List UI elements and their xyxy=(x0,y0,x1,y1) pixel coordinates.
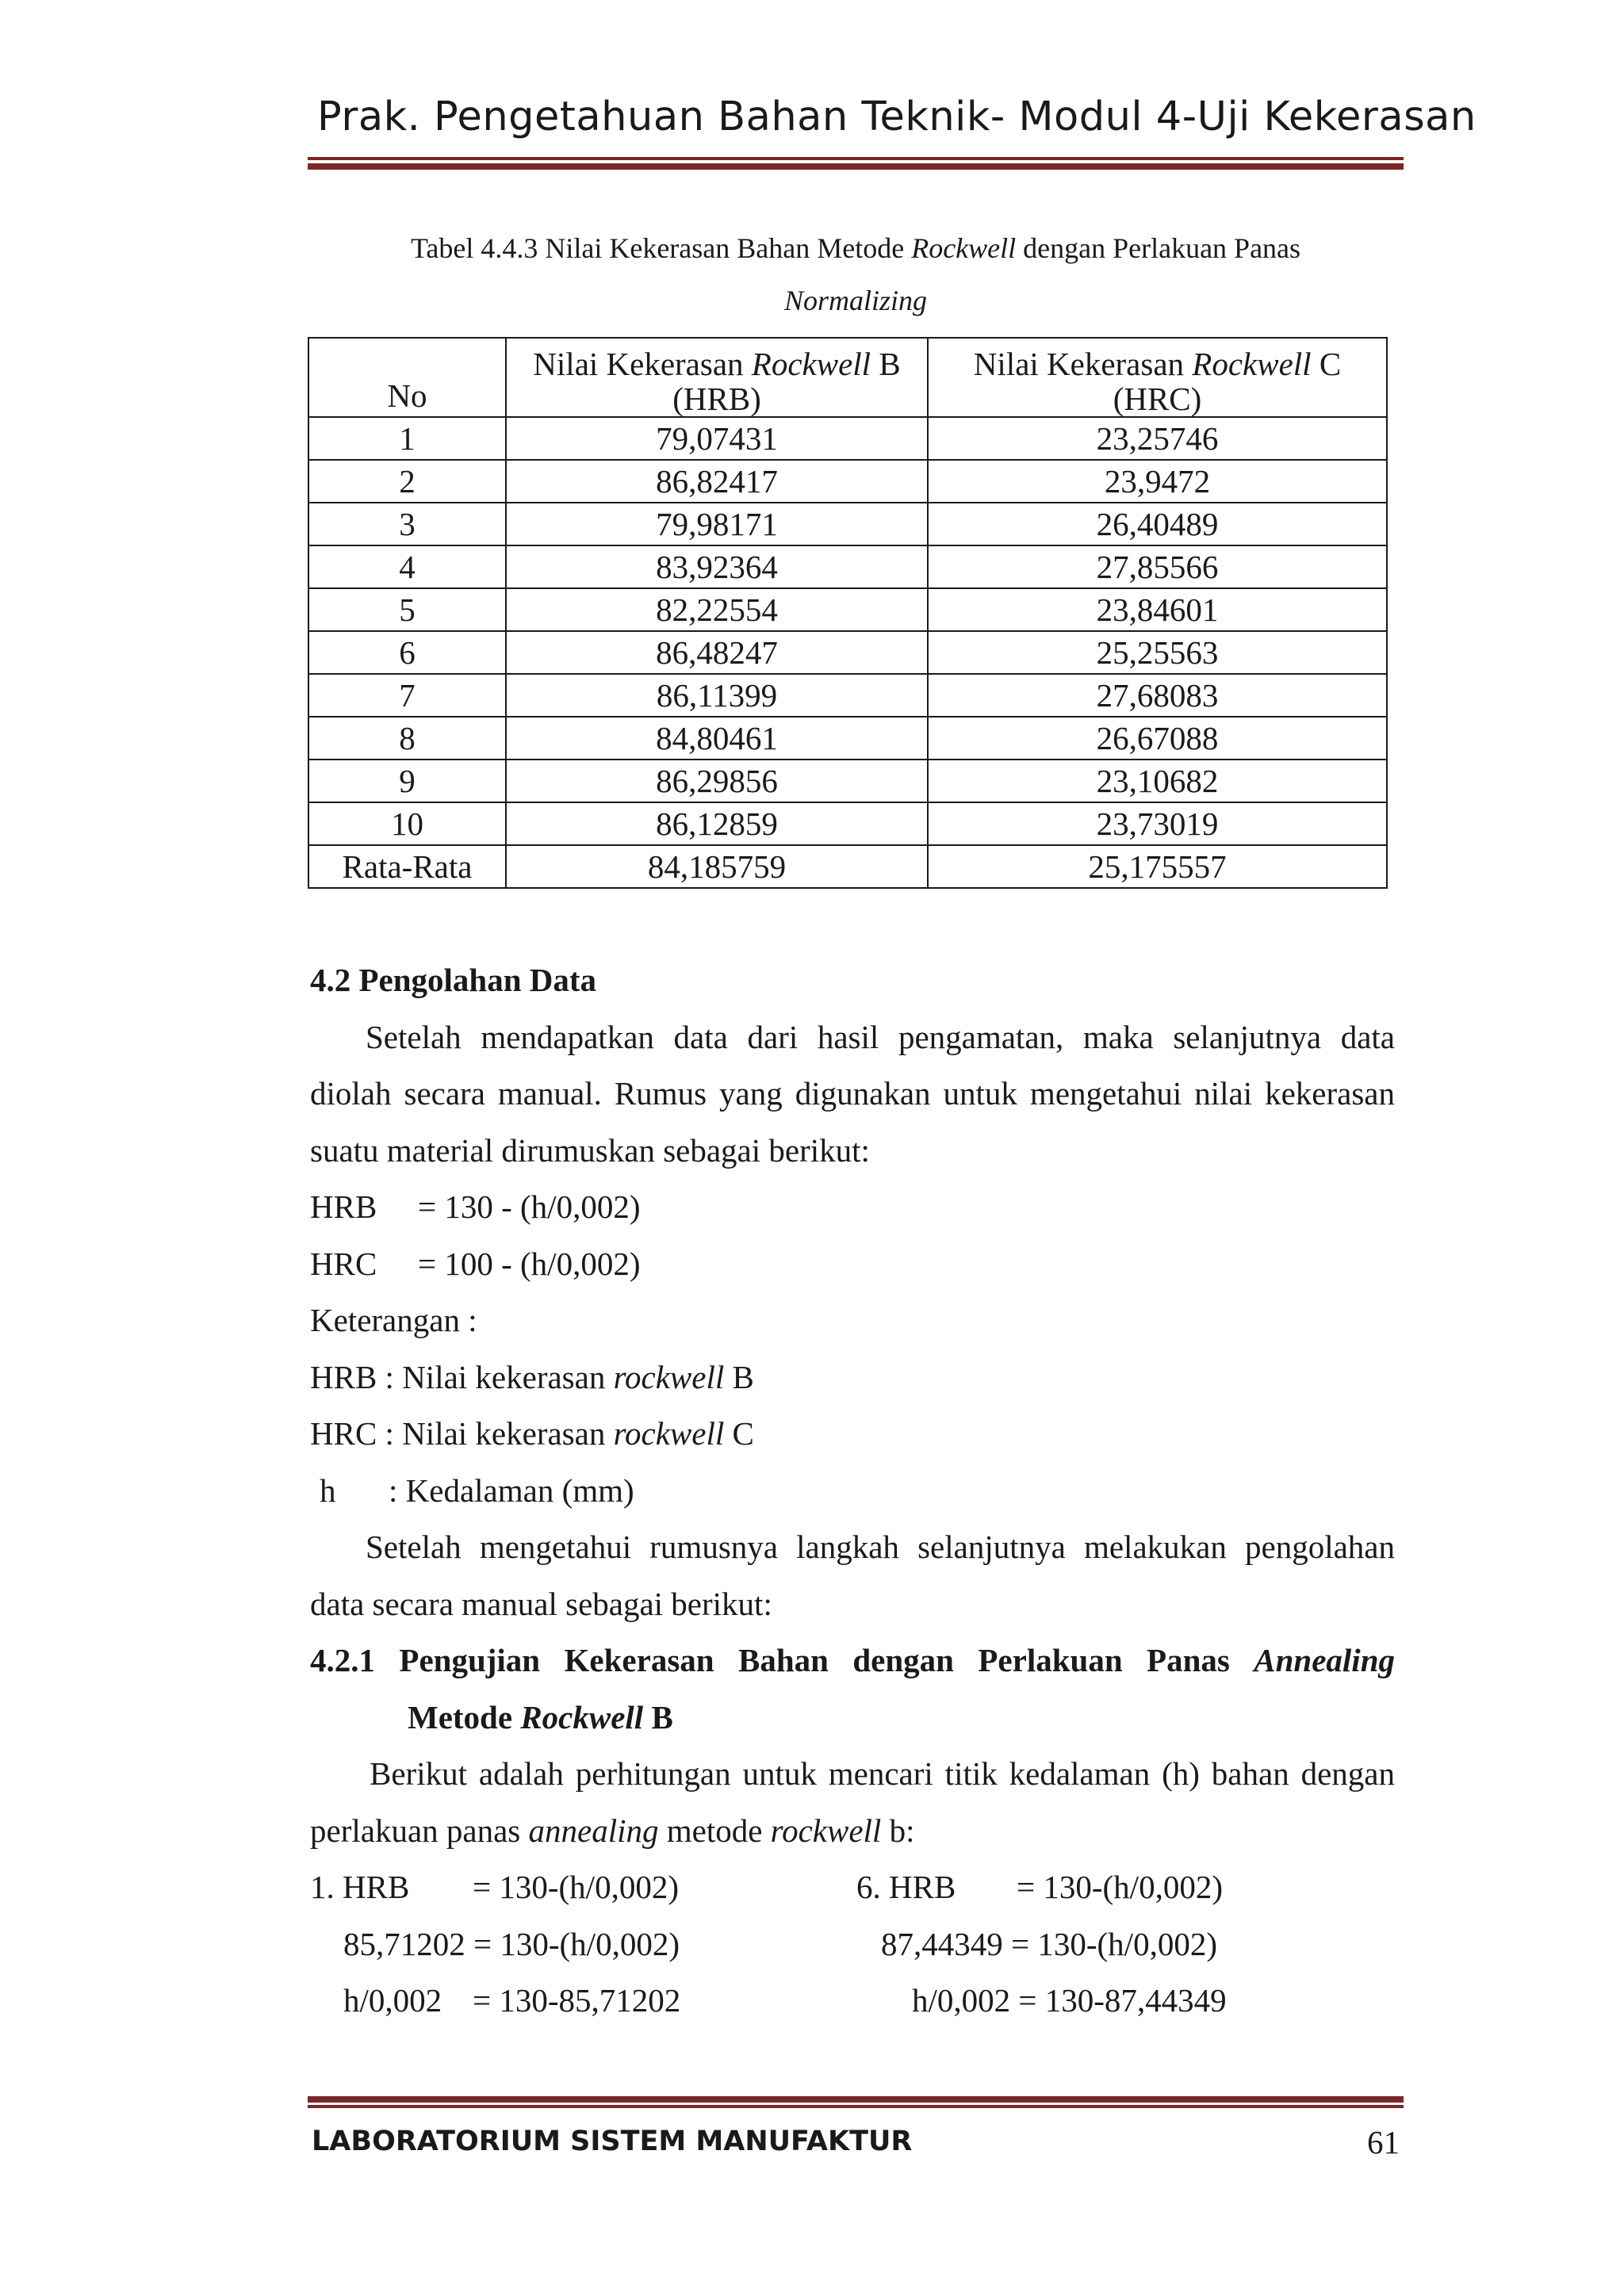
cell-no: 9 xyxy=(308,760,506,802)
cell-hrb: 86,12859 xyxy=(506,802,928,845)
cell-no: 7 xyxy=(308,674,506,717)
legend-hrc-method: rockwell xyxy=(613,1415,725,1452)
cell-hrb: 86,29856 xyxy=(506,760,928,802)
subsection-heading-treatment: Annealing xyxy=(1254,1642,1395,1678)
para-line2-prefix: perlakuan panas xyxy=(310,1812,529,1849)
header-hrc-prefix: Nilai Kekerasan xyxy=(973,346,1193,382)
legend-h: h xyxy=(320,1472,336,1509)
legend-h-text: : Kedalaman (mm) xyxy=(389,1472,634,1509)
subsection-heading-prefix: 4.2.1 Pengujian Kekerasan Bahan dengan Perlakuan Panas xyxy=(310,1642,1254,1678)
table-caption xyxy=(308,232,1404,265)
cell-hrc: 23,9472 xyxy=(928,460,1387,503)
page-number: 61 xyxy=(1367,2124,1400,2160)
cell-hrc: 25,175557 xyxy=(928,845,1387,888)
subsection-heading-line2-prefix: Metode xyxy=(408,1699,521,1735)
table-row xyxy=(308,802,1387,845)
table-row xyxy=(308,760,1387,802)
calc-left-1-label: 1. HRB xyxy=(310,1869,410,1905)
cell-hrc: 23,10682 xyxy=(928,760,1387,802)
cell-hrb: 84,80461 xyxy=(506,717,928,760)
cell-no: 5 xyxy=(308,588,506,631)
header-hrb-method: Rockwell xyxy=(751,346,871,382)
legend-hrc-suffix: C xyxy=(724,1415,754,1452)
legend-hrb-method: rockwell xyxy=(613,1359,725,1395)
cell-hrc: 23,73019 xyxy=(928,802,1387,845)
calc-right-1-label: 6. HRB xyxy=(856,1869,956,1905)
header-hrb-prefix: Nilai Kekerasan xyxy=(533,346,752,382)
table-row xyxy=(308,717,1387,760)
cell-no: 1 xyxy=(308,417,506,460)
header-hrb xyxy=(506,338,928,417)
cell-hrb: 82,22554 xyxy=(506,588,928,631)
formula-hrc-label: HRC xyxy=(310,1246,377,1282)
para1-line2: diolah secara manual. Rumus yang digunakan untuk mengetahui nilai kekerasan xyxy=(310,1075,1395,1112)
table-average-row xyxy=(308,845,1387,888)
cell-hrb: 86,48247 xyxy=(506,631,928,674)
subsection-heading-line2-suffix: B xyxy=(643,1699,673,1735)
para-line2-treatment: annealing xyxy=(528,1812,659,1849)
cell-hrb: 79,98171 xyxy=(506,503,928,545)
cell-hrc: 25,25563 xyxy=(928,631,1387,674)
subsection-para-line2 xyxy=(310,1812,1395,1850)
cell-no: 4 xyxy=(308,545,506,588)
legend-hrb xyxy=(310,1358,1395,1396)
cell-hrc: 26,40489 xyxy=(928,503,1387,545)
legend-hrc-prefix: HRC : Nilai kekerasan xyxy=(310,1415,614,1452)
legend-hrb-prefix: HRB : Nilai kekerasan xyxy=(310,1359,614,1395)
para-line2-method: rockwell xyxy=(770,1812,882,1849)
table-body xyxy=(308,417,1387,888)
para1-line3: suatu material dirumuskan sebagai berikut: xyxy=(310,1132,870,1169)
calc-left-1-formula: = 130-(h/0,002) xyxy=(473,1869,679,1905)
header-hrb-unit: (HRB) xyxy=(672,381,761,417)
cell-hrb: 79,07431 xyxy=(506,417,928,460)
cell-no: 2 xyxy=(308,460,506,503)
cell-no: 10 xyxy=(308,802,506,845)
cell-hrb: 86,11399 xyxy=(506,674,928,717)
caption-method: Rockwell xyxy=(911,232,1017,264)
header-rule-thick xyxy=(308,163,1404,170)
header-hrc-method: Rockwell xyxy=(1192,346,1312,382)
header-hrb-suffix: B xyxy=(871,346,901,382)
table-row xyxy=(308,631,1387,674)
formula-hrb-label: HRB xyxy=(310,1188,377,1225)
table-row xyxy=(308,417,1387,460)
keterangan-label: Keterangan : xyxy=(310,1302,477,1338)
cell-hrc: 27,85566 xyxy=(928,545,1387,588)
calc-left-3-label: h/0,002 xyxy=(343,1982,442,2019)
calc-right-2: 87,44349 = 130-(h/0,002) xyxy=(881,1926,1217,1962)
table-row xyxy=(308,460,1387,503)
section-heading: 4.2 Pengolahan Data xyxy=(310,962,597,998)
table-row xyxy=(308,545,1387,588)
legend-hrc xyxy=(310,1414,1395,1452)
table-header-row xyxy=(308,338,1387,417)
page-header-title: Prak. Pengetahuan Bahan Teknik- Modul 4-Uji Kekerasan xyxy=(317,94,1477,140)
para2-line1: Setelah mengetahui rumusnya langkah selanjutnya melakukan pengolahan xyxy=(366,1529,1395,1565)
cell-no: 6 xyxy=(308,631,506,674)
header-no: No xyxy=(308,338,506,417)
legend-hrb-suffix: B xyxy=(724,1359,754,1395)
cell-hrc: 26,67088 xyxy=(928,717,1387,760)
cell-hrc: 23,84601 xyxy=(928,588,1387,631)
cell-no: Rata-Rata xyxy=(308,845,506,888)
header-hrc-unit: (HRC) xyxy=(1113,381,1202,417)
caption-suffix: dengan Perlakuan Panas xyxy=(1016,232,1301,264)
caption-prefix: Tabel 4.4.3 Nilai Kekerasan Bahan Metode xyxy=(410,232,912,264)
formula-hrb-expression: = 130 - (h/0,002) xyxy=(418,1188,641,1225)
subsection-heading-line2 xyxy=(408,1698,1492,1736)
cell-hrc: 27,68083 xyxy=(928,674,1387,717)
formula-hrc-expression: = 100 - (h/0,002) xyxy=(418,1246,641,1282)
calc-right-1-formula: = 130-(h/0,002) xyxy=(1017,1869,1223,1905)
calc-left-3-formula: = 130-85,71202 xyxy=(473,1982,681,2019)
para2-line2: data secara manual sebagai berikut: xyxy=(310,1586,772,1622)
header-hrc xyxy=(928,338,1387,417)
para1-line1: Setelah mendapatkan data dari hasil pengamatan, maka selanjutnya data xyxy=(366,1019,1395,1055)
cell-hrb: 83,92364 xyxy=(506,545,928,588)
subsection-para-line1: Berikut adalah perhitungan untuk mencari titik kedalaman (h) bahan dengan xyxy=(370,1755,1395,1792)
footer-rule-thin xyxy=(308,2105,1404,2108)
subsection-heading-method: Rockwell xyxy=(520,1699,644,1735)
footer-rule-thick xyxy=(308,2096,1404,2103)
table-row xyxy=(308,588,1387,631)
para-line2-mid: metode xyxy=(658,1812,771,1849)
para-line2-suffix: b: xyxy=(881,1812,915,1849)
calc-right-3: h/0,002 = 130-87,44349 xyxy=(912,1982,1227,2019)
hardness-table xyxy=(308,337,1388,889)
caption-heat-treatment: Normalizing xyxy=(783,285,928,316)
table-row xyxy=(308,674,1387,717)
calc-left-2: 85,71202 = 130-(h/0,002) xyxy=(343,1926,680,1962)
table-caption-line2 xyxy=(308,284,1404,317)
cell-no: 8 xyxy=(308,717,506,760)
cell-hrb: 84,185759 xyxy=(506,845,928,888)
footer-lab-name: LABORATORIUM SISTEM MANUFAKTUR xyxy=(312,2126,913,2157)
cell-no: 3 xyxy=(308,503,506,545)
cell-hrc: 23,25746 xyxy=(928,417,1387,460)
header-hrc-suffix: C xyxy=(1311,346,1342,382)
cell-hrb: 86,82417 xyxy=(506,460,928,503)
header-rule-thin xyxy=(308,157,1404,160)
subsection-heading-line1 xyxy=(310,1641,1395,1679)
table-row xyxy=(308,503,1387,545)
